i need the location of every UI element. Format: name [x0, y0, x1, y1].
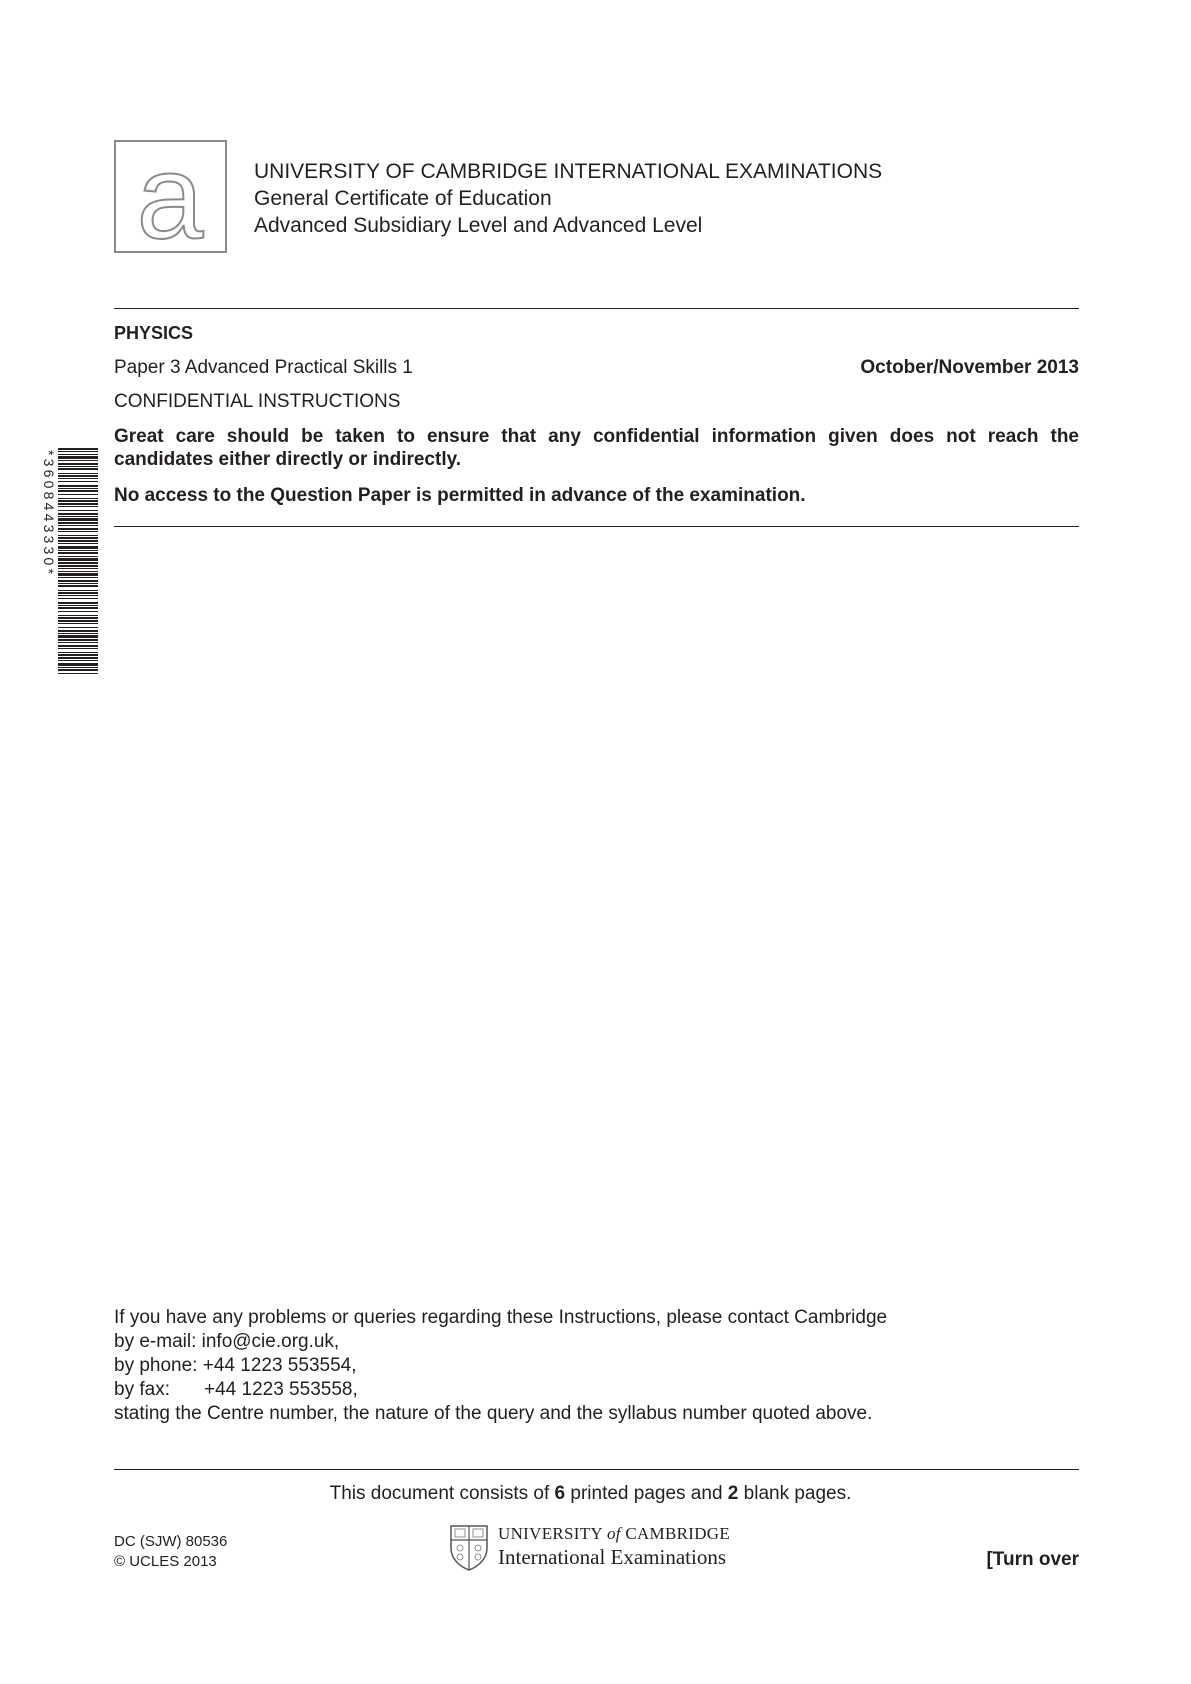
barcode-bar [58, 546, 98, 549]
barcode-bar [58, 633, 98, 634]
barcode-bar [58, 598, 98, 599]
barcode-bar [58, 645, 98, 647]
letter-a-logo-icon [116, 142, 225, 251]
page-count-note [0, 1483, 1191, 1505]
barcode-bar [58, 577, 98, 578]
barcode-bar [58, 460, 98, 461]
exam-board-logo [114, 140, 227, 253]
barcode-bar [58, 490, 98, 492]
pages-middle: printed pages and [565, 1483, 728, 1504]
certificate-name: General Certificate of Education [254, 187, 552, 210]
pages-prefix: This document consists of [329, 1483, 555, 1504]
barcode-bar [58, 642, 98, 643]
barcode-bar [58, 448, 98, 450]
barcode-bar [58, 573, 98, 576]
barcode-bar [58, 654, 98, 656]
level-name: Advanced Subsidiary Level and Advanced Level [254, 214, 703, 237]
barcode-bar [58, 516, 98, 517]
barcode-bar [58, 607, 98, 609]
logo-cambridge: CAMBRIDGE [625, 1524, 731, 1543]
barcode-bar [58, 558, 98, 561]
barcode-bar [58, 611, 98, 612]
contact-closing: stating the Centre number, the nature of the query and the syllabus number quoted above. [114, 1403, 873, 1424]
barcode-number: *3608443330* [41, 450, 57, 578]
barcode [40, 448, 98, 676]
barcode-bar [58, 528, 98, 530]
barcode-bar [58, 506, 98, 507]
barcode-bar [58, 580, 98, 582]
crest-icon [449, 1524, 489, 1571]
barcode-bar [58, 503, 98, 505]
barcode-bar [58, 620, 98, 622]
barcode-bar [58, 627, 98, 628]
barcode-bar [58, 552, 98, 554]
footer-divider [114, 1469, 1079, 1470]
university-name [498, 1524, 730, 1544]
header-block [254, 158, 882, 239]
confidentiality-warning: Great care should be taken to ensure that any confidential information given does not reach the candidates either directly or indirectly. [114, 426, 1079, 470]
university-logo-text [498, 1524, 730, 1570]
barcode-bar [58, 522, 98, 524]
barcode-bar [58, 454, 98, 455]
pages-suffix: blank pages. [738, 1483, 852, 1504]
barcode-bar [58, 605, 98, 606]
barcode-bar [58, 535, 98, 536]
barcode-bar [58, 657, 98, 659]
barcode-bar [58, 615, 98, 616]
document-type: CONFIDENTIAL INSTRUCTIONS [114, 391, 401, 412]
barcode-bar [58, 652, 98, 653]
barcode-bar [58, 617, 98, 619]
blank-pages-count: 2 [727, 1483, 739, 1504]
barcode-bar [58, 673, 98, 674]
barcode-bar [58, 568, 98, 569]
barcode-bar [58, 667, 98, 668]
barcode-icon [40, 448, 98, 676]
barcode-bar [58, 531, 98, 532]
access-warning: No access to the Question Paper is permitted in advance of the examination. [114, 485, 806, 506]
barcode-bar [58, 468, 98, 470]
barcode-bar [58, 466, 98, 467]
barcode-bar [58, 463, 98, 465]
subject-title: PHYSICS [114, 323, 194, 343]
barcode-bar [58, 565, 98, 567]
barcode-bar [58, 639, 98, 641]
barcode-bar [58, 583, 98, 584]
logo-university: UNIVERSITY [498, 1524, 603, 1543]
barcode-bar [58, 473, 98, 474]
svg-text:a: a [136, 142, 204, 251]
top-divider [114, 308, 1079, 309]
logo-international-examinations: International Examinations [498, 1545, 727, 1569]
barcode-bar [58, 623, 98, 624]
barcode-bar [58, 525, 98, 526]
barcode-bar [58, 485, 98, 487]
contact-fax-row [114, 1378, 887, 1402]
phone-number: +44 1223 553554, [202, 1355, 357, 1376]
barcode-bar [58, 498, 98, 499]
fax-label: by fax: [114, 1379, 170, 1400]
barcode-bar [58, 500, 98, 502]
barcode-bar [58, 556, 98, 557]
organisation-name: UNIVERSITY OF CAMBRIDGE INTERNATIONAL EXAMINATIONS [254, 160, 883, 183]
exam-session: October/November 2013 [860, 357, 1079, 378]
barcode-bar [58, 543, 98, 544]
printed-pages-count: 6 [554, 1483, 566, 1504]
barcode-bar [58, 562, 98, 564]
barcode-bar [58, 630, 98, 632]
barcode-bar [58, 648, 98, 649]
contact-phone-row [114, 1354, 887, 1378]
barcode-bar [58, 510, 98, 511]
logo-of: of [606, 1524, 621, 1543]
barcode-bar [58, 595, 98, 596]
barcode-bar [58, 494, 98, 495]
paper-title: Paper 3 Advanced Practical Skills 1 [114, 357, 413, 378]
barcode-bar [58, 481, 98, 482]
turn-over-note: [Turn over [986, 1549, 1079, 1570]
barcode-bar [58, 475, 98, 477]
barcode-bar [58, 669, 98, 671]
barcode-bar [58, 602, 98, 604]
email-address: info@cie.org.uk, [201, 1331, 340, 1352]
barcode-bars [58, 448, 98, 674]
document-code: DC (SJW) 80536 [114, 1533, 228, 1550]
email-label: by e-mail: [114, 1331, 197, 1352]
contact-email-row [114, 1330, 887, 1354]
barcode-bar [58, 478, 98, 479]
copyright-notice: © UCLES 2013 [114, 1553, 217, 1570]
contact-intro: If you have any problems or queries regarding these Instructions, please contact Cambridge [114, 1307, 888, 1328]
barcode-bar [58, 585, 98, 587]
barcode-bar [58, 635, 98, 638]
barcode-bar [58, 663, 98, 666]
barcode-bar [58, 590, 98, 591]
barcode-bar [58, 660, 98, 661]
fax-number: +44 1223 553558, [204, 1379, 358, 1400]
document-code-block [114, 1532, 227, 1572]
barcode-bar [58, 451, 98, 452]
middle-divider [114, 526, 1079, 527]
barcode-bar [58, 456, 98, 459]
contact-info [114, 1306, 887, 1426]
barcode-bar [58, 518, 98, 521]
phone-label: by phone: [114, 1355, 198, 1376]
barcode-bar [58, 571, 98, 572]
barcode-bar [58, 540, 98, 542]
barcode-bar [58, 537, 98, 539]
barcode-bar [58, 592, 98, 594]
barcode-bar [58, 488, 98, 489]
barcode-bar [58, 513, 98, 515]
barcode-bar [58, 550, 98, 551]
